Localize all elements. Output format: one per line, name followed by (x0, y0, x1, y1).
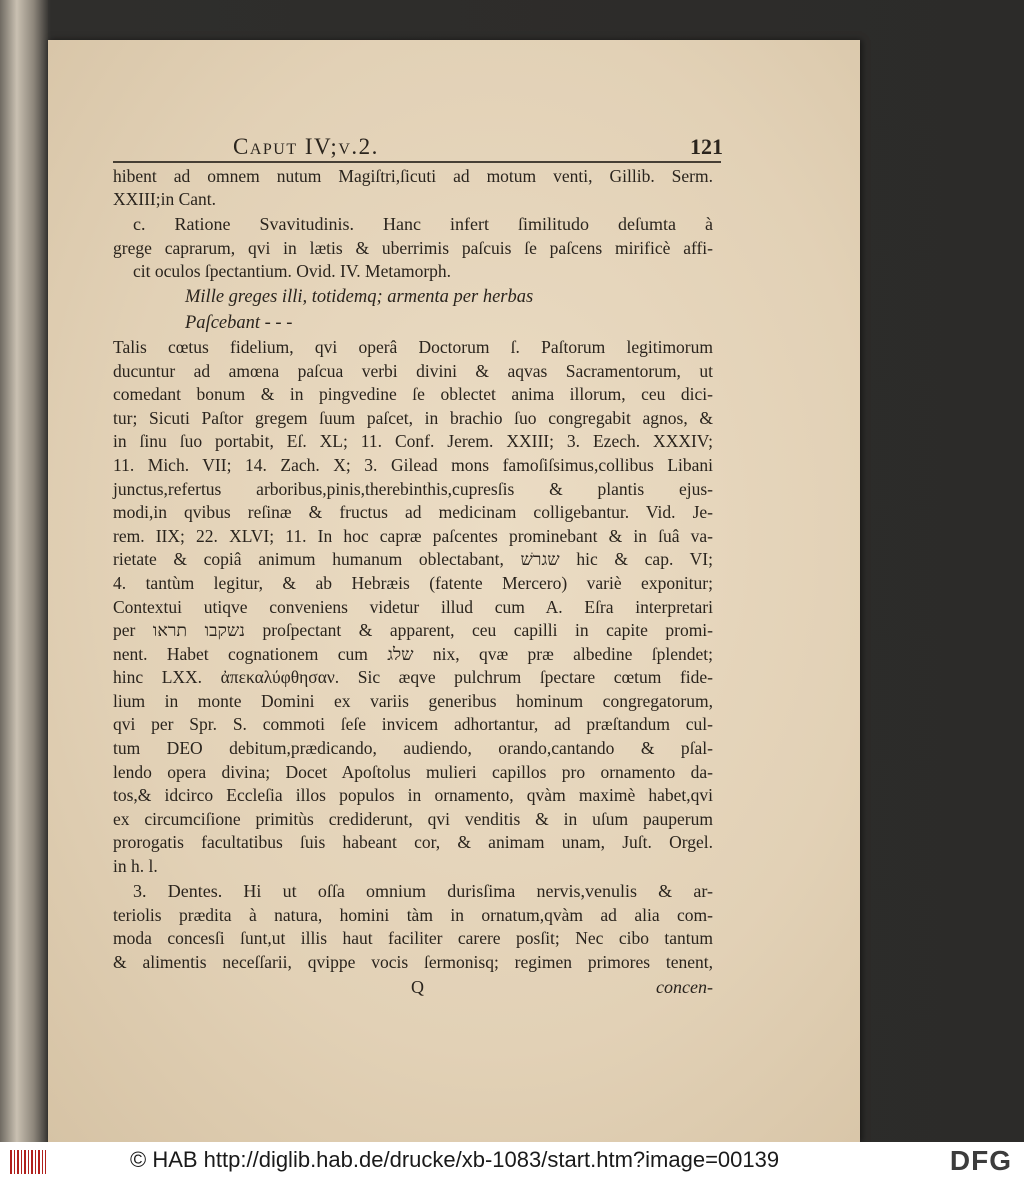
text-line: Mille greges illi, totidemq; armenta per herbas (185, 286, 534, 307)
text-line: rietate & copiâ animum humanum oblectabant, שגרשׁ hic & cap. VI; (113, 549, 713, 570)
text-line: 4. tantùm legitur, & ab Hebræis (fatente Mercero) variè exponitur; (113, 572, 713, 593)
text-line: 11. Mich. VII; 14. Zach. X; 3. Gilead mons famoſiſsimus,collibus Libani (113, 454, 713, 475)
text-line: c. Ratione Svavitudinis. Hanc infert ſimilitudo deſumta à (133, 213, 713, 234)
text-line: rem. IIX; 22. XLVI; 11. In hoc capræ paſcentes prominebant & in ſuâ va- (113, 525, 713, 546)
page-number: 121 (690, 134, 723, 159)
body-text (113, 165, 713, 975)
text-line: XXIII;in Cant. (113, 189, 217, 210)
text-line: lendo opera divina; Docet Apoſtolus mulieri capillos pro ornamento da- (113, 761, 713, 782)
text-line: 3. Dentes. Hi ut oſſa omnium durisſima nervis,venulis & ar- (133, 880, 713, 901)
header-rule (113, 161, 721, 163)
text-line: hibent ad omnem nutum Magiſtri,ſicuti ad motum venti, Gillib. Serm. (113, 165, 713, 186)
text-line: moda concesſi ſunt,ut illis haut faciliter carere posſit; Nec cibo tantum (113, 928, 713, 949)
text-line: comedant bonum & in pingvedine ſe oblectet anima illorum, ceu dici- (113, 384, 713, 405)
running-title: Caput IV;v.2. (233, 134, 379, 159)
text-line: Contextui utiqve conveniens videtur illud cum A. Eſra interpretari (113, 596, 713, 617)
text-line: tum DEO debitum,prædicando, audiendo, orando,cantando & pſal- (113, 738, 713, 759)
text-line: per נשקבו תראו proſpectant & apparent, ceu capilli in capite promi- (113, 620, 714, 641)
dfg-logo: DFG (949, 1145, 1012, 1176)
text-line: nent. Habet cognationem cum שלג nix, qvæ præ albedine ſplendet; (113, 643, 714, 664)
text-line: teriolis prædita à natura, homini tàm in ornatum,qvàm ad alia com- (113, 904, 713, 925)
text-line: tur; Sicuti Paſtor gregem ſuum paſcet, in brachio ſuo congregabit agnos, & (113, 407, 713, 428)
text-line: & alimentis neceſſarii, qvippe vocis ſermonisq; regimen primores tenent, (113, 951, 713, 972)
text-line: grege caprarum, qvi in lætis & uberrimis paſcuis ſe paſcens mirificè affi- (113, 237, 713, 258)
text-line: prorogatis facultatibus ſuis habeant cor, & animam unam, Juſt. Orgel. (113, 832, 713, 853)
text-line: Talis cœtus fidelium, qvi operâ Doctorum ſ. Paſtorum legitimorum (113, 336, 713, 357)
page-footer (113, 976, 713, 1000)
book-page (48, 40, 860, 1142)
text-line: in h. l. (113, 856, 158, 877)
text-line: cit oculos ſpectantium. Ovid. IV. Metamorph. (133, 261, 452, 282)
viewer-footer (0, 1142, 1024, 1182)
text-line: ducuntur ad amœna paſcua verbi divini & aqvas Sacramentorum, ut (113, 360, 713, 381)
copyright-link[interactable]: © HAB http://diglib.hab.de/drucke/xb-1083/start.htm?image=00139 (130, 1147, 780, 1172)
text-line: in ſinu ſuo portabit, Eſ. XL; 11. Conf. Jerem. XXIII; 3. Ezech. XXXIV; (113, 431, 713, 452)
text-line: hinc LXX. ἀπεκαλύφθησαν. Sic æqve pulchrum ſpectare cœtum fide- (113, 667, 713, 688)
page-header (163, 135, 723, 159)
text-line: ex circumciſione primitùs crediderunt, qvi venditis & in uſum pauperum (113, 808, 713, 829)
page-text-block (113, 134, 723, 1000)
text-line: Paſcebant - - - (185, 312, 293, 333)
barcode-icon (10, 1150, 46, 1174)
catchword: concen- (656, 977, 713, 998)
text-line: lium in monte Domini ex variis generibus hominum congregatorum, (113, 690, 713, 711)
text-line: qvi per Spr. S. commoti ſeſe invicem adhortantur, ad præſtandum cul- (113, 714, 713, 735)
previous-page-edge (0, 0, 48, 1142)
text-line: junctus,refertus arboribus,pinis,therebinthis,cupresſis & plantis ejus- (113, 478, 713, 499)
signature-mark: Q (411, 977, 424, 998)
text-line: tos,& idcirco Eccleſia illos populos in ornamento, qvàm maximè habet,qvi (113, 785, 713, 806)
text-line: modi,in qvibus reſinæ & fructus ad medicinam colligebantur. Vid. Je- (113, 502, 713, 523)
